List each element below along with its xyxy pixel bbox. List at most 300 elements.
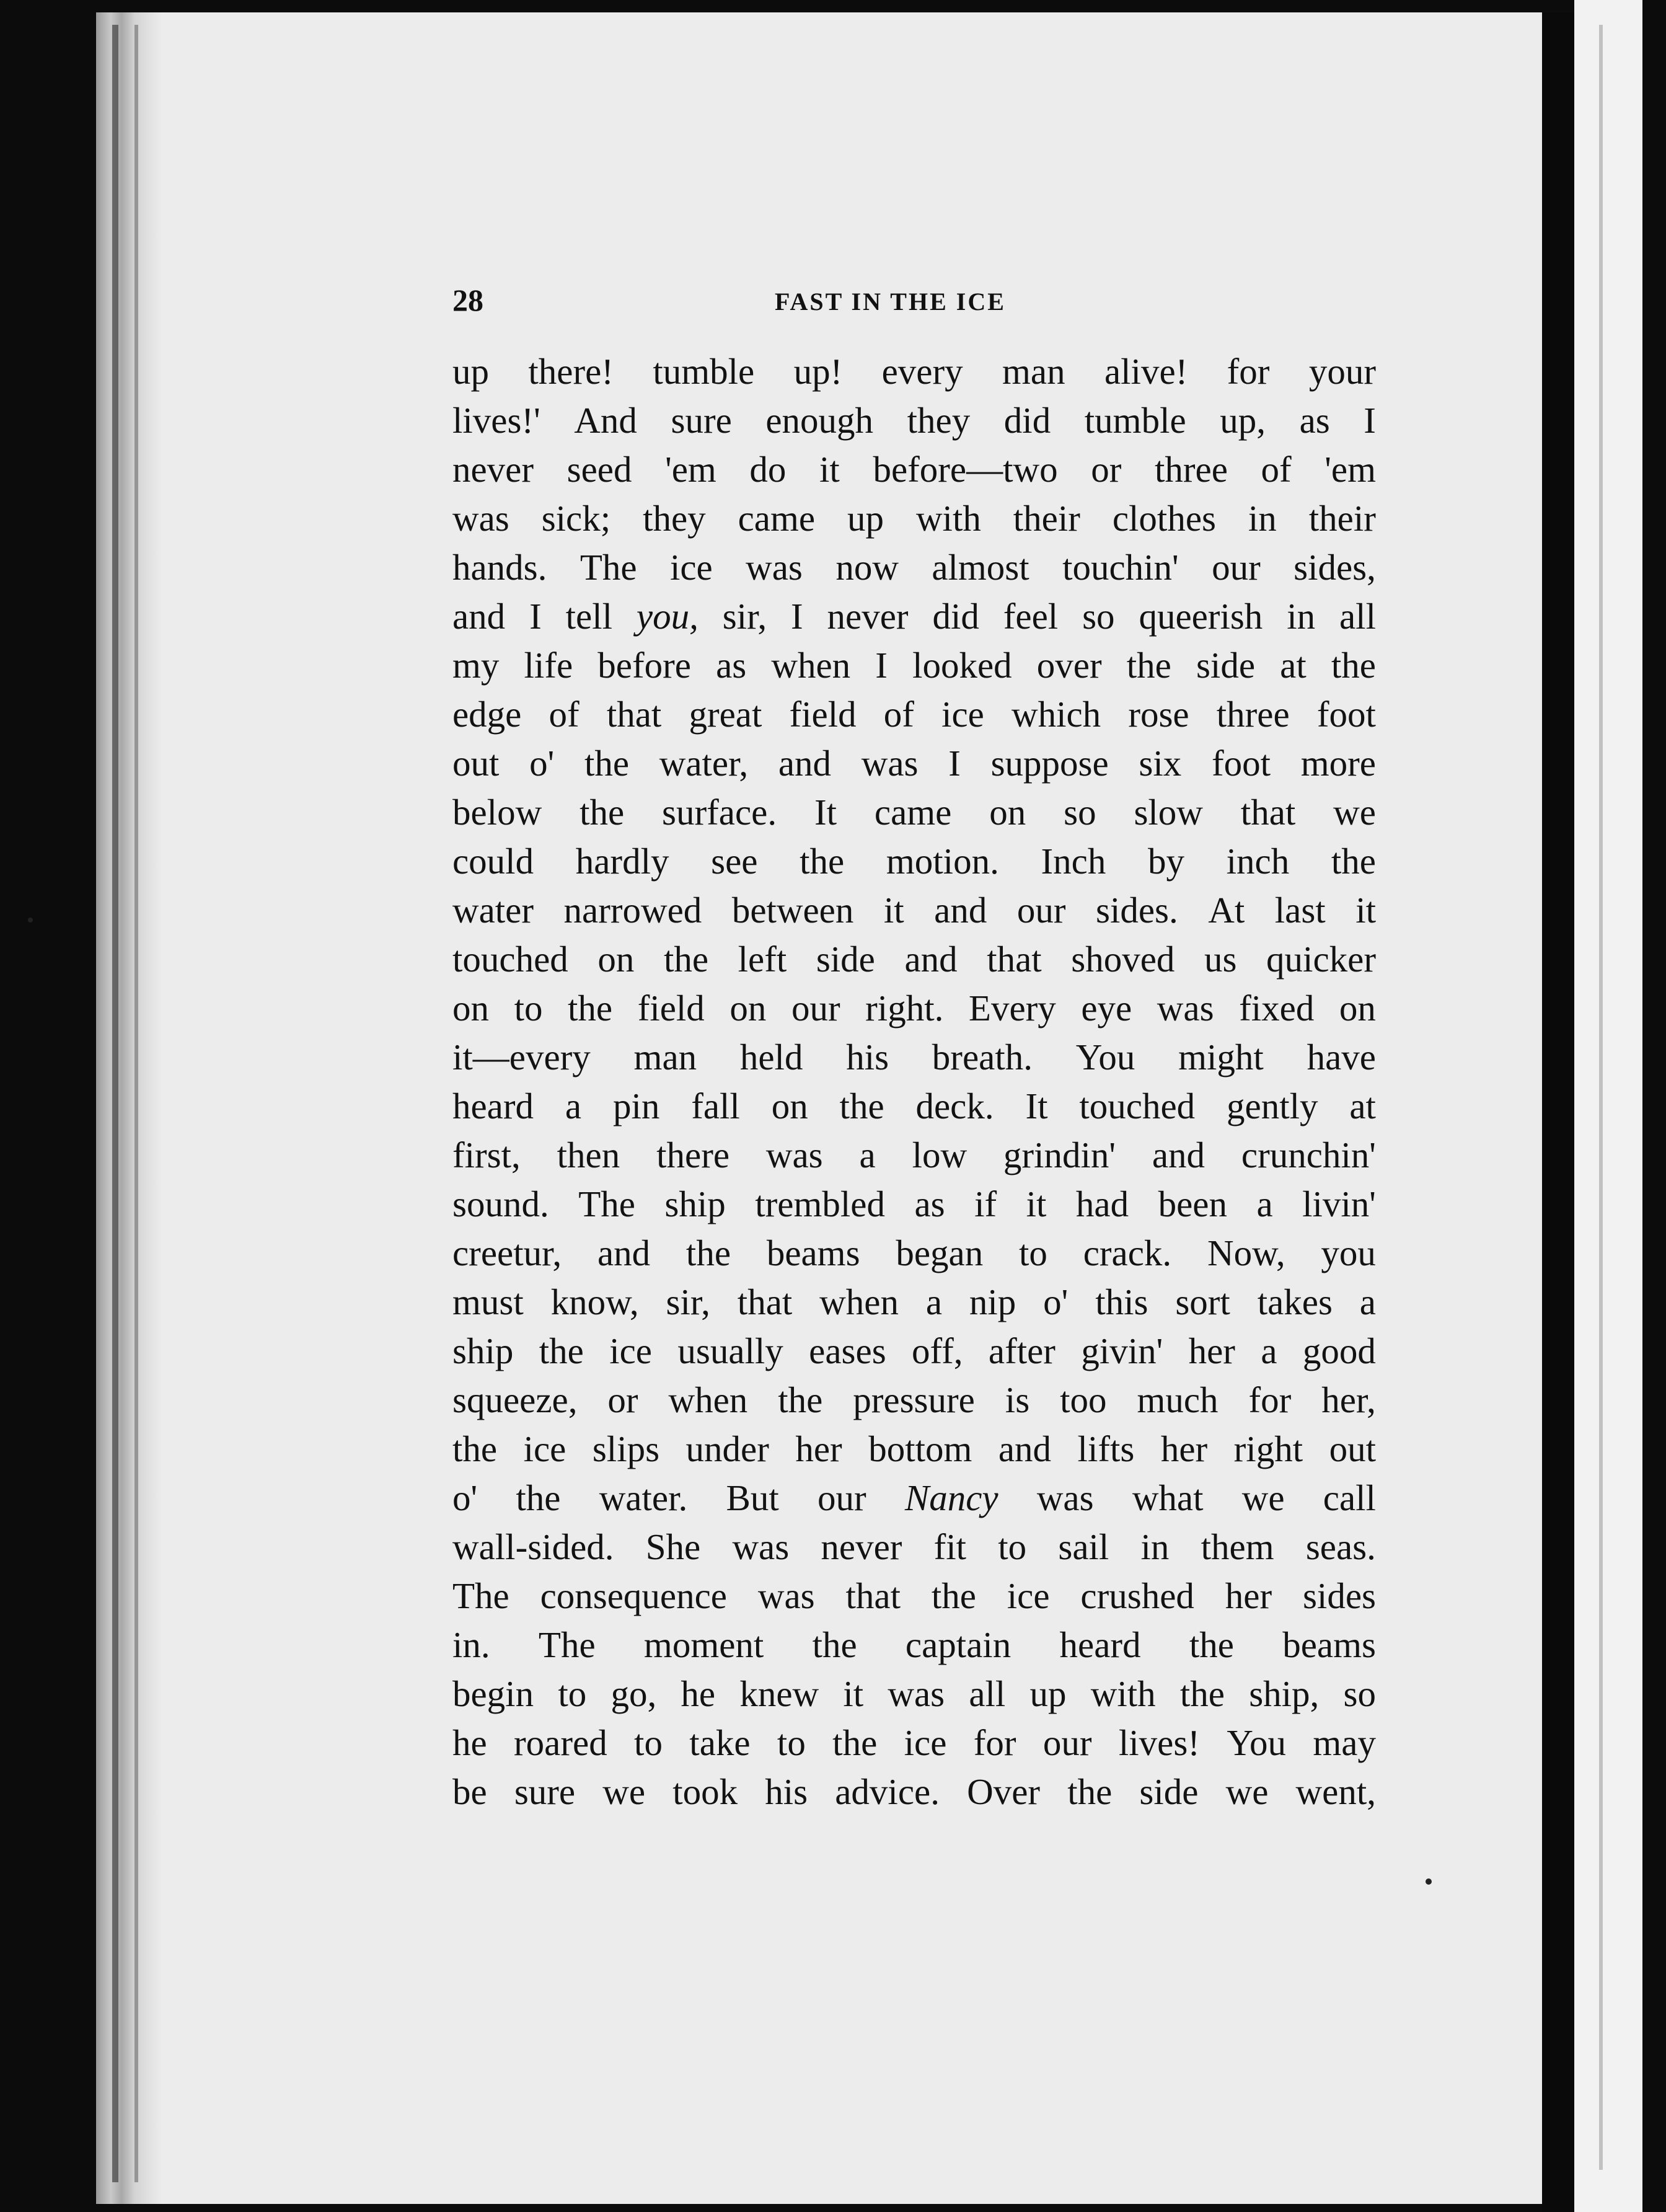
- text-word: her: [795, 1428, 842, 1469]
- text-word: never: [821, 1526, 902, 1567]
- text-word: crushed: [1080, 1575, 1194, 1616]
- text-word: with: [1090, 1673, 1156, 1714]
- text-word: grindin': [1003, 1135, 1116, 1175]
- text-word: her: [1188, 1330, 1235, 1371]
- text-line: [452, 1180, 1376, 1229]
- text-line: [452, 543, 1376, 592]
- running-title: FAST IN THE ICE: [775, 288, 1006, 316]
- text-word: The: [578, 1183, 635, 1224]
- text-line: [452, 1572, 1376, 1621]
- text-word: slow: [1134, 792, 1203, 833]
- text-line: [452, 1474, 1376, 1523]
- text-word: beams: [1282, 1624, 1376, 1665]
- text-word: must: [452, 1281, 524, 1322]
- text-word: heard: [452, 1086, 534, 1126]
- text-word: you,: [636, 596, 699, 637]
- text-word: was: [452, 498, 509, 539]
- text-line: [452, 837, 1376, 886]
- text-word: pressure: [853, 1379, 975, 1420]
- text-word: crunchin': [1241, 1135, 1376, 1175]
- text-word: seas.: [1305, 1526, 1376, 1567]
- text-word: ice: [669, 547, 713, 588]
- text-word: wall-sided.: [452, 1526, 614, 1567]
- text-word: side: [816, 939, 875, 980]
- text-word: man: [1002, 351, 1065, 392]
- text-word: right.: [865, 988, 944, 1029]
- text-word: so: [1082, 596, 1115, 637]
- text-word: was: [746, 547, 803, 588]
- text-word: and: [904, 939, 958, 980]
- text-word: o': [1043, 1281, 1069, 1322]
- text-word: below: [452, 792, 542, 833]
- text-word: suppose: [990, 743, 1109, 784]
- text-word: 'em: [1324, 449, 1376, 490]
- text-word: so: [1064, 792, 1096, 833]
- text-word: on: [771, 1086, 808, 1126]
- text-line: [452, 1376, 1376, 1425]
- text-word: it: [883, 890, 904, 931]
- text-word: The: [452, 1575, 509, 1616]
- text-word: sides,: [1294, 547, 1376, 588]
- text-word: advice.: [835, 1771, 940, 1812]
- text-line: [452, 690, 1376, 739]
- text-word: been: [1158, 1183, 1227, 1224]
- text-word: did: [932, 596, 979, 637]
- text-word: fixed: [1239, 988, 1315, 1029]
- text-word: this: [1095, 1281, 1148, 1322]
- text-word: at: [1280, 645, 1307, 686]
- text-word: it: [1026, 1183, 1047, 1224]
- text-word: and: [1152, 1135, 1205, 1175]
- text-word: to: [514, 988, 543, 1029]
- text-word: consequence: [540, 1575, 727, 1616]
- text-word: tumble: [653, 351, 755, 392]
- text-word: sir,: [666, 1281, 710, 1322]
- text-line: [452, 1767, 1376, 1816]
- text-word: and: [452, 596, 506, 637]
- text-word: the: [568, 988, 613, 1029]
- text-word: ship,: [1249, 1673, 1320, 1714]
- text-word: see: [711, 841, 758, 882]
- text-word: they: [643, 498, 706, 539]
- text-word: heard: [1059, 1624, 1141, 1665]
- text-word: them: [1201, 1526, 1274, 1567]
- text-word: ship: [452, 1330, 514, 1371]
- text-word: lifts: [1077, 1428, 1135, 1469]
- text-word: when: [771, 645, 851, 686]
- text-word: fall: [691, 1086, 740, 1126]
- text-line: [452, 641, 1376, 690]
- text-word: never: [452, 449, 534, 490]
- text-word: in: [1287, 596, 1316, 637]
- text-word: sides: [1302, 1575, 1376, 1616]
- text-word: after: [988, 1330, 1056, 1371]
- text-word: almost: [932, 547, 1029, 588]
- text-word: to: [634, 1722, 663, 1763]
- text-word: Nancy: [904, 1477, 998, 1518]
- text-word: under: [685, 1428, 769, 1469]
- text-line: [452, 1670, 1376, 1719]
- text-word: the: [584, 743, 630, 784]
- text-word: gently: [1227, 1086, 1318, 1126]
- text-word: might: [1178, 1037, 1264, 1077]
- text-word: on: [452, 988, 489, 1029]
- text-word: sides.: [1096, 890, 1178, 931]
- text-word: narrowed: [563, 890, 702, 931]
- text-word: lives!': [452, 400, 540, 441]
- text-word: roared: [514, 1722, 607, 1763]
- text-word: a: [859, 1135, 876, 1175]
- text-word: for: [1227, 351, 1270, 392]
- text-word: givin': [1081, 1330, 1163, 1371]
- text-word: ice: [523, 1428, 566, 1469]
- text-word: sound.: [452, 1183, 549, 1224]
- page-edge-shadow: [1542, 12, 1574, 2212]
- text-word: that: [987, 939, 1042, 980]
- text-word: creetur,: [452, 1232, 562, 1273]
- text-line: [452, 1229, 1376, 1278]
- text-word: is: [1005, 1379, 1030, 1420]
- text-word: much: [1137, 1379, 1219, 1420]
- text-word: the: [931, 1575, 976, 1616]
- text-word: the: [580, 792, 625, 833]
- text-word: the: [1126, 645, 1171, 686]
- text-word: takes: [1257, 1281, 1333, 1322]
- text-word: was: [888, 1673, 945, 1714]
- text-word: moment: [643, 1624, 764, 1665]
- text-word: the: [452, 1428, 498, 1469]
- text-word: they: [907, 400, 971, 441]
- text-word: breath.: [932, 1037, 1033, 1077]
- text-word: looked: [912, 645, 1012, 686]
- text-word: your: [1308, 351, 1376, 392]
- page-number: 28: [452, 283, 483, 317]
- text-word: edge: [452, 694, 522, 735]
- text-word: great: [689, 694, 762, 735]
- text-word: feel: [1003, 596, 1059, 637]
- text-word: her: [1225, 1575, 1272, 1616]
- text-word: crack.: [1083, 1232, 1172, 1273]
- text-word: ship: [664, 1183, 726, 1224]
- text-word: left: [738, 939, 787, 980]
- text-word: and: [934, 890, 987, 931]
- text-word: to: [998, 1526, 1027, 1567]
- text-word: he: [452, 1722, 487, 1763]
- text-word: what: [1132, 1477, 1204, 1518]
- text-word: trembled: [755, 1183, 885, 1224]
- text-word: to: [558, 1673, 587, 1714]
- text-word: the: [832, 1722, 878, 1763]
- text-word: do: [749, 449, 787, 490]
- text-word: in: [1140, 1526, 1170, 1567]
- gutter-shadow: [112, 25, 118, 2182]
- text-line: [452, 494, 1376, 543]
- text-word: never: [827, 596, 909, 637]
- text-word: lives!: [1118, 1722, 1200, 1763]
- text-word: I: [529, 596, 542, 637]
- text-word: quicker: [1266, 939, 1376, 980]
- text-word: sure: [514, 1771, 576, 1812]
- text-word: You: [1075, 1037, 1135, 1077]
- text-word: out: [1329, 1428, 1376, 1469]
- text-word: may: [1313, 1722, 1376, 1763]
- text-word: o': [452, 1477, 478, 1518]
- text-word: was: [1157, 988, 1214, 1029]
- text-word: Over: [967, 1771, 1041, 1812]
- text-line: [452, 1523, 1376, 1572]
- text-word: between: [731, 890, 854, 931]
- text-word: the: [812, 1624, 857, 1665]
- text-word: up: [1029, 1673, 1067, 1714]
- text-word: or: [607, 1379, 638, 1420]
- text-word: or: [1091, 449, 1122, 490]
- facing-page-line: [1599, 25, 1603, 2170]
- text-line: [452, 984, 1376, 1033]
- text-word: when: [668, 1379, 748, 1420]
- text-word: the: [663, 939, 709, 980]
- text-word: we: [1225, 1771, 1269, 1812]
- text-word: in: [1248, 498, 1277, 539]
- text-word: sail: [1058, 1526, 1109, 1567]
- text-line: [452, 1425, 1376, 1474]
- text-word: three: [1216, 694, 1290, 735]
- text-word: a: [1359, 1281, 1376, 1322]
- text-word: and: [998, 1428, 1052, 1469]
- text-word: up: [847, 498, 884, 539]
- text-word: up!: [793, 351, 843, 392]
- text-word: had: [1075, 1183, 1129, 1224]
- text-word: at: [1349, 1086, 1376, 1126]
- text-word: The: [538, 1624, 596, 1665]
- text-word: surface.: [662, 792, 777, 833]
- text-word: six: [1139, 743, 1182, 784]
- text-word: I: [791, 596, 803, 637]
- text-word: their: [1013, 498, 1080, 539]
- text-word: last: [1274, 890, 1326, 931]
- text-line: [452, 1082, 1376, 1131]
- text-word: rose: [1128, 694, 1189, 735]
- text-word: the: [1179, 1673, 1225, 1714]
- gutter-shadow: [134, 25, 138, 2182]
- text-word: good: [1302, 1330, 1376, 1371]
- text-word: every: [881, 351, 963, 392]
- text-word: I: [948, 743, 961, 784]
- text-word: on: [989, 792, 1026, 833]
- text-word: to: [1019, 1232, 1047, 1273]
- text-word: man: [633, 1037, 697, 1077]
- text-word: enough: [765, 400, 874, 441]
- text-word: our: [1016, 890, 1066, 931]
- text-word: and: [597, 1232, 651, 1273]
- text-word: touched: [1079, 1086, 1196, 1126]
- text-word: hands.: [452, 547, 547, 588]
- text-word: you: [1321, 1232, 1376, 1273]
- text-word: their: [1308, 498, 1376, 539]
- text-word: went,: [1295, 1771, 1376, 1812]
- text-word: over: [1036, 645, 1102, 686]
- text-word: a: [925, 1281, 943, 1322]
- text-word: then: [557, 1135, 620, 1175]
- text-word: of: [1261, 449, 1292, 490]
- scan-speck: [1426, 1878, 1432, 1885]
- text-word: it: [819, 449, 840, 490]
- text-word: off,: [912, 1330, 963, 1371]
- book-spine-gutter: [96, 12, 163, 2204]
- text-line: [452, 935, 1376, 984]
- text-word: that: [845, 1575, 901, 1616]
- text-word: that: [737, 1281, 793, 1322]
- text-word: the: [839, 1086, 884, 1126]
- text-line: [452, 396, 1376, 445]
- text-word: held: [739, 1037, 803, 1077]
- text-word: squeeze,: [452, 1379, 578, 1420]
- text-word: have: [1307, 1037, 1376, 1077]
- text-word: could: [452, 841, 534, 882]
- text-word: our: [817, 1477, 866, 1518]
- text-word: was: [757, 1575, 815, 1616]
- text-word: It: [814, 792, 837, 833]
- text-word: her: [1160, 1428, 1208, 1469]
- text-word: water,: [659, 743, 749, 784]
- text-word: my: [452, 645, 500, 686]
- text-word: ice: [1007, 1575, 1050, 1616]
- text-word: take: [689, 1722, 751, 1763]
- text-word: on: [1339, 988, 1376, 1029]
- text-line: [452, 739, 1376, 788]
- text-word: all: [1339, 596, 1376, 637]
- text-word: Inch: [1041, 841, 1106, 882]
- text-word: begin: [452, 1673, 534, 1714]
- text-word: up,: [1220, 400, 1266, 441]
- text-word: o': [529, 743, 555, 784]
- text-word: motion.: [886, 841, 999, 882]
- text-word: field: [789, 694, 857, 735]
- text-word: foot: [1316, 694, 1376, 735]
- text-word: the: [516, 1477, 561, 1518]
- text-word: nip: [969, 1281, 1016, 1322]
- text-word: hardly: [575, 841, 669, 882]
- text-word: sure: [671, 400, 732, 441]
- text-word: of: [549, 694, 580, 735]
- text-word: The: [580, 547, 637, 588]
- text-word: foot: [1211, 743, 1271, 784]
- text-word: us: [1204, 939, 1237, 980]
- text-word: there: [656, 1135, 730, 1175]
- text-word: was: [732, 1526, 790, 1567]
- text-word: Every: [968, 988, 1056, 1029]
- text-word: did: [1003, 400, 1051, 441]
- text-word: as: [914, 1183, 945, 1224]
- text-word: the: [539, 1330, 584, 1371]
- text-word: side: [1196, 645, 1256, 686]
- text-word: by: [1147, 841, 1184, 882]
- text-word: three: [1154, 449, 1228, 490]
- text-word: that: [1240, 792, 1296, 833]
- text-line: [452, 1131, 1376, 1180]
- text-word: But: [726, 1477, 779, 1518]
- text-word: was: [1036, 1477, 1094, 1518]
- text-line: [452, 1719, 1376, 1767]
- text-word: too: [1060, 1379, 1107, 1420]
- text-word: life: [524, 645, 573, 686]
- text-word: for: [973, 1722, 1016, 1763]
- text-word: sick;: [541, 498, 611, 539]
- text-word: up: [452, 351, 489, 392]
- text-word: the: [800, 841, 845, 882]
- text-word: took: [672, 1771, 738, 1812]
- text-word: be: [452, 1771, 487, 1812]
- text-word: a: [1256, 1183, 1273, 1224]
- text-line: [452, 1278, 1376, 1327]
- text-line: [452, 347, 1376, 396]
- text-word: side: [1139, 1771, 1199, 1812]
- text-word: was: [861, 743, 919, 784]
- text-word: the: [1331, 841, 1376, 882]
- text-word: eye: [1081, 988, 1132, 1029]
- text-word: go,: [610, 1673, 657, 1714]
- text-word: now: [835, 547, 899, 588]
- text-word: his: [765, 1771, 808, 1812]
- text-word: shoved: [1071, 939, 1175, 980]
- text-word: it: [843, 1673, 864, 1714]
- text-word: out: [452, 743, 500, 784]
- text-word: he: [681, 1673, 716, 1714]
- text-word: the: [1067, 1771, 1113, 1812]
- text-word: there!: [528, 351, 614, 392]
- text-word: it—every: [452, 1037, 591, 1077]
- text-line: [452, 1033, 1376, 1082]
- text-word: deck.: [915, 1086, 994, 1126]
- text-word: and: [778, 743, 832, 784]
- text-word: I: [875, 645, 888, 686]
- text-line: [452, 1327, 1376, 1376]
- text-word: the: [685, 1232, 731, 1273]
- text-word: on: [597, 939, 635, 980]
- text-line: [452, 1621, 1376, 1670]
- text-word: right: [1233, 1428, 1303, 1469]
- text-word: in.: [452, 1624, 490, 1665]
- text-word: if: [974, 1183, 997, 1224]
- text-word: began: [896, 1232, 984, 1273]
- text-word: seed: [566, 449, 632, 490]
- text-word: captain: [905, 1624, 1011, 1665]
- text-word: It: [1025, 1086, 1048, 1126]
- text-word: came: [874, 792, 952, 833]
- text-word: You: [1227, 1722, 1287, 1763]
- text-word: usually: [677, 1330, 783, 1371]
- text-word: we: [1333, 792, 1376, 833]
- text-word: inch: [1226, 841, 1290, 882]
- text-word: field: [637, 988, 705, 1029]
- text-word: which: [1011, 694, 1101, 735]
- text-word: ice: [941, 694, 984, 735]
- scan-speck: [28, 918, 33, 922]
- text-word: slips: [592, 1428, 660, 1469]
- text-word: a: [1261, 1330, 1277, 1371]
- text-word: a: [565, 1086, 582, 1126]
- text-word: water: [452, 890, 534, 931]
- text-word: with: [915, 498, 981, 539]
- text-word: bottom: [868, 1428, 972, 1469]
- text-word: more: [1300, 743, 1376, 784]
- text-word: ice: [904, 1722, 947, 1763]
- text-word: ice: [609, 1330, 652, 1371]
- text-word: low: [912, 1135, 967, 1175]
- text-word: And: [574, 400, 637, 441]
- text-word: livin': [1302, 1183, 1376, 1224]
- text-word: call: [1323, 1477, 1376, 1518]
- text-word: before—two: [873, 449, 1058, 490]
